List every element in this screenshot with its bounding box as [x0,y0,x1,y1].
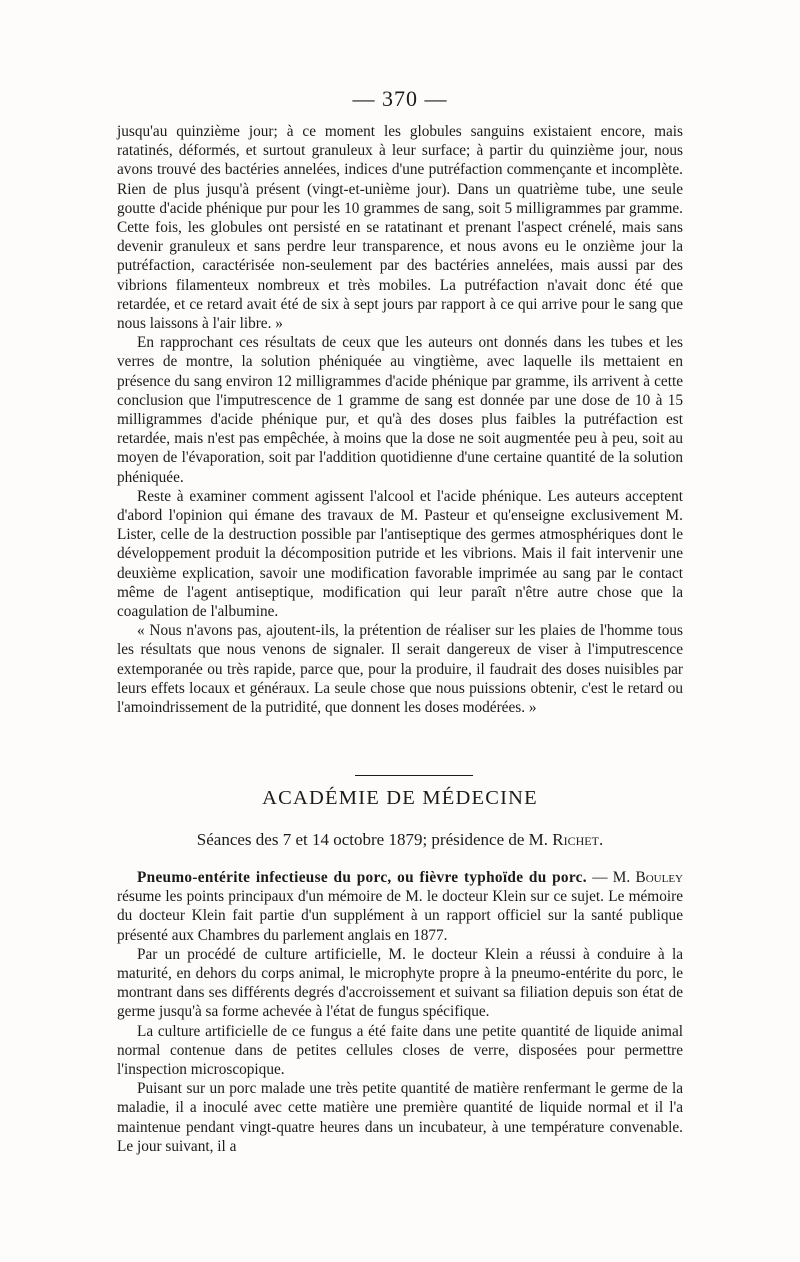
session-dates: Séances des 7 et 14 octobre 1879; présidence de M. [196,830,553,849]
paragraph: Par un procédé de culture artificielle, M. le docteur Klein a réussi à conduire à la maturité, en dehors du corps animal, le microphyte propre à la pneumo-entérite du porc, le montrant dans ses différents degrés d'accroissement et suivant sa filiation depuis son état de germe jusqu'à sa forme achevée à l'état de fungus spécifique. [117,945,683,1021]
paragraph: La culture artificielle de ce fungus a été faite dans une petite quantité de liquide animal normal contenue dans de petites cellules closes de verre, disposées pour permettre l'inspection microscopique. [117,1022,683,1079]
paragraph: En rapprochant ces résultats de ceux que les auteurs ont donnés dans les tubes et les verres de montre, la solution phéniquée au vingtième, avec laquelle ils mettaient en présence du sang environ 12 milligrammes d'acide phénique par gramme, ils arrivent à cette conclusion que l'imputrescence de 1 gramme de sang est donnée par une dose de 10 à 15 milligrammes d'acide phénique pur, et qu'à des doses plus faibles la putréfaction est retardée, mais n'est pas empêchée, à moins que la dose ne soit augmentée peu à peu, soit au moyen de l'évaporation, soit par l'addition quotidienne d'une certaine quantité de la solution phéniquée. [117,334,683,486]
paragraph: jusqu'au quinzième jour; à ce moment les globules sanguins existaient encore, mais ratatinés, déformés, et surtout granuleux à leur surface; à partir du quinzième jour, nous avons trouvé des bactéries annelées, indices d'une putréfaction commençante et incomplète. Rien de plus jusqu'à présent (vingt-et-unième jour). Dans un quatrième tube, une seule goutte d'acide phénique pur pour les 10 grammes de sang, soit 5 milligrammes par gramme. Cette fois, les globules ont persisté en se ratatinant et prenant l'aspect crénelé, mais sans devenir granuleux et sans perdre leur transparence, et nous avons eu le onzième jour la putréfaction, caractérisée non-seulement par des bactéries annelées, mais aussi par des vibrions filamenteux nombreux et très mobiles. La putréfaction n'avait donc été que retardée, et ce retard avait été de six à sept jours par rapport à ce qui arrive pour le sang que nous laissons à l'air libre. » [117,123,683,333]
paragraph: « Nous n'avons pas, ajoutent-ils, la prétention de réaliser sur les plaies de l'homme tous les résultats que nous venons de signaler. Il serait dangereux de viser à l'imputrescence extemporanée ou très rapide, parce que, pour la produire, il faudrait des doses nuisibles par leurs effets locaux et généraux. La seule chose que nous puissions obtenir, c'est le retard ou l'amoindrissement de la putridité, que donnent les doses modérées. » [117,622,683,717]
section-divider [355,775,473,776]
body-text-top [117,122,683,717]
article-lead-dash: — M. [586,869,636,886]
section-subtitle [0,830,800,850]
article-lead-text: résume les points principaux d'un mémoire de M. le docteur Klein sur ce sujet. Le mémoire du docteur Klein fait partie d'un supplément à un rapport officiel sur la santé publique présenté aux Chambres du parlement anglais en 1877. [117,888,683,944]
president-name: Richet [552,830,599,849]
article-title: Pneumo-entérite infectieuse du porc, ou fièvre typhoïde du porc. [137,869,587,886]
paragraph: Puisant sur un porc malade une très petite quantité de matière renfermant le germe de la maladie, il a inoculé avec cette matière une première quantité de liquide normal et il l'a maintenue pendant vingt-quatre heures dans un incubateur, à une température convenable. Le jour suivant, il a [117,1080,683,1155]
page-number: — 370 — [352,86,448,111]
article-author: Bouley [635,869,683,886]
paragraph: Reste à examiner comment agissent l'alcool et l'acide phénique. Les auteurs acceptent d'abord l'opinion qui émane des travaux de M. Pasteur et qu'enseigne exclusivement M. Lister, celle de la destruction possible par l'antiseptique des germes atmosphériques dont le développement produit la décomposition putride et les vibrions. Mais il fait intervenir une deuxième explication, savoir une modification favorable imprimée au sang par le contact même de l'agent antiseptique, modification qui leur paraît n'être autre chose que la coagulation de l'albumine. [117,487,683,621]
section-title: ACADÉMIE DE MÉDECINE [262,787,538,809]
article-lead-paragraph [117,868,683,945]
body-text-bottom [117,868,683,1156]
subtitle-end: . [598,830,604,849]
